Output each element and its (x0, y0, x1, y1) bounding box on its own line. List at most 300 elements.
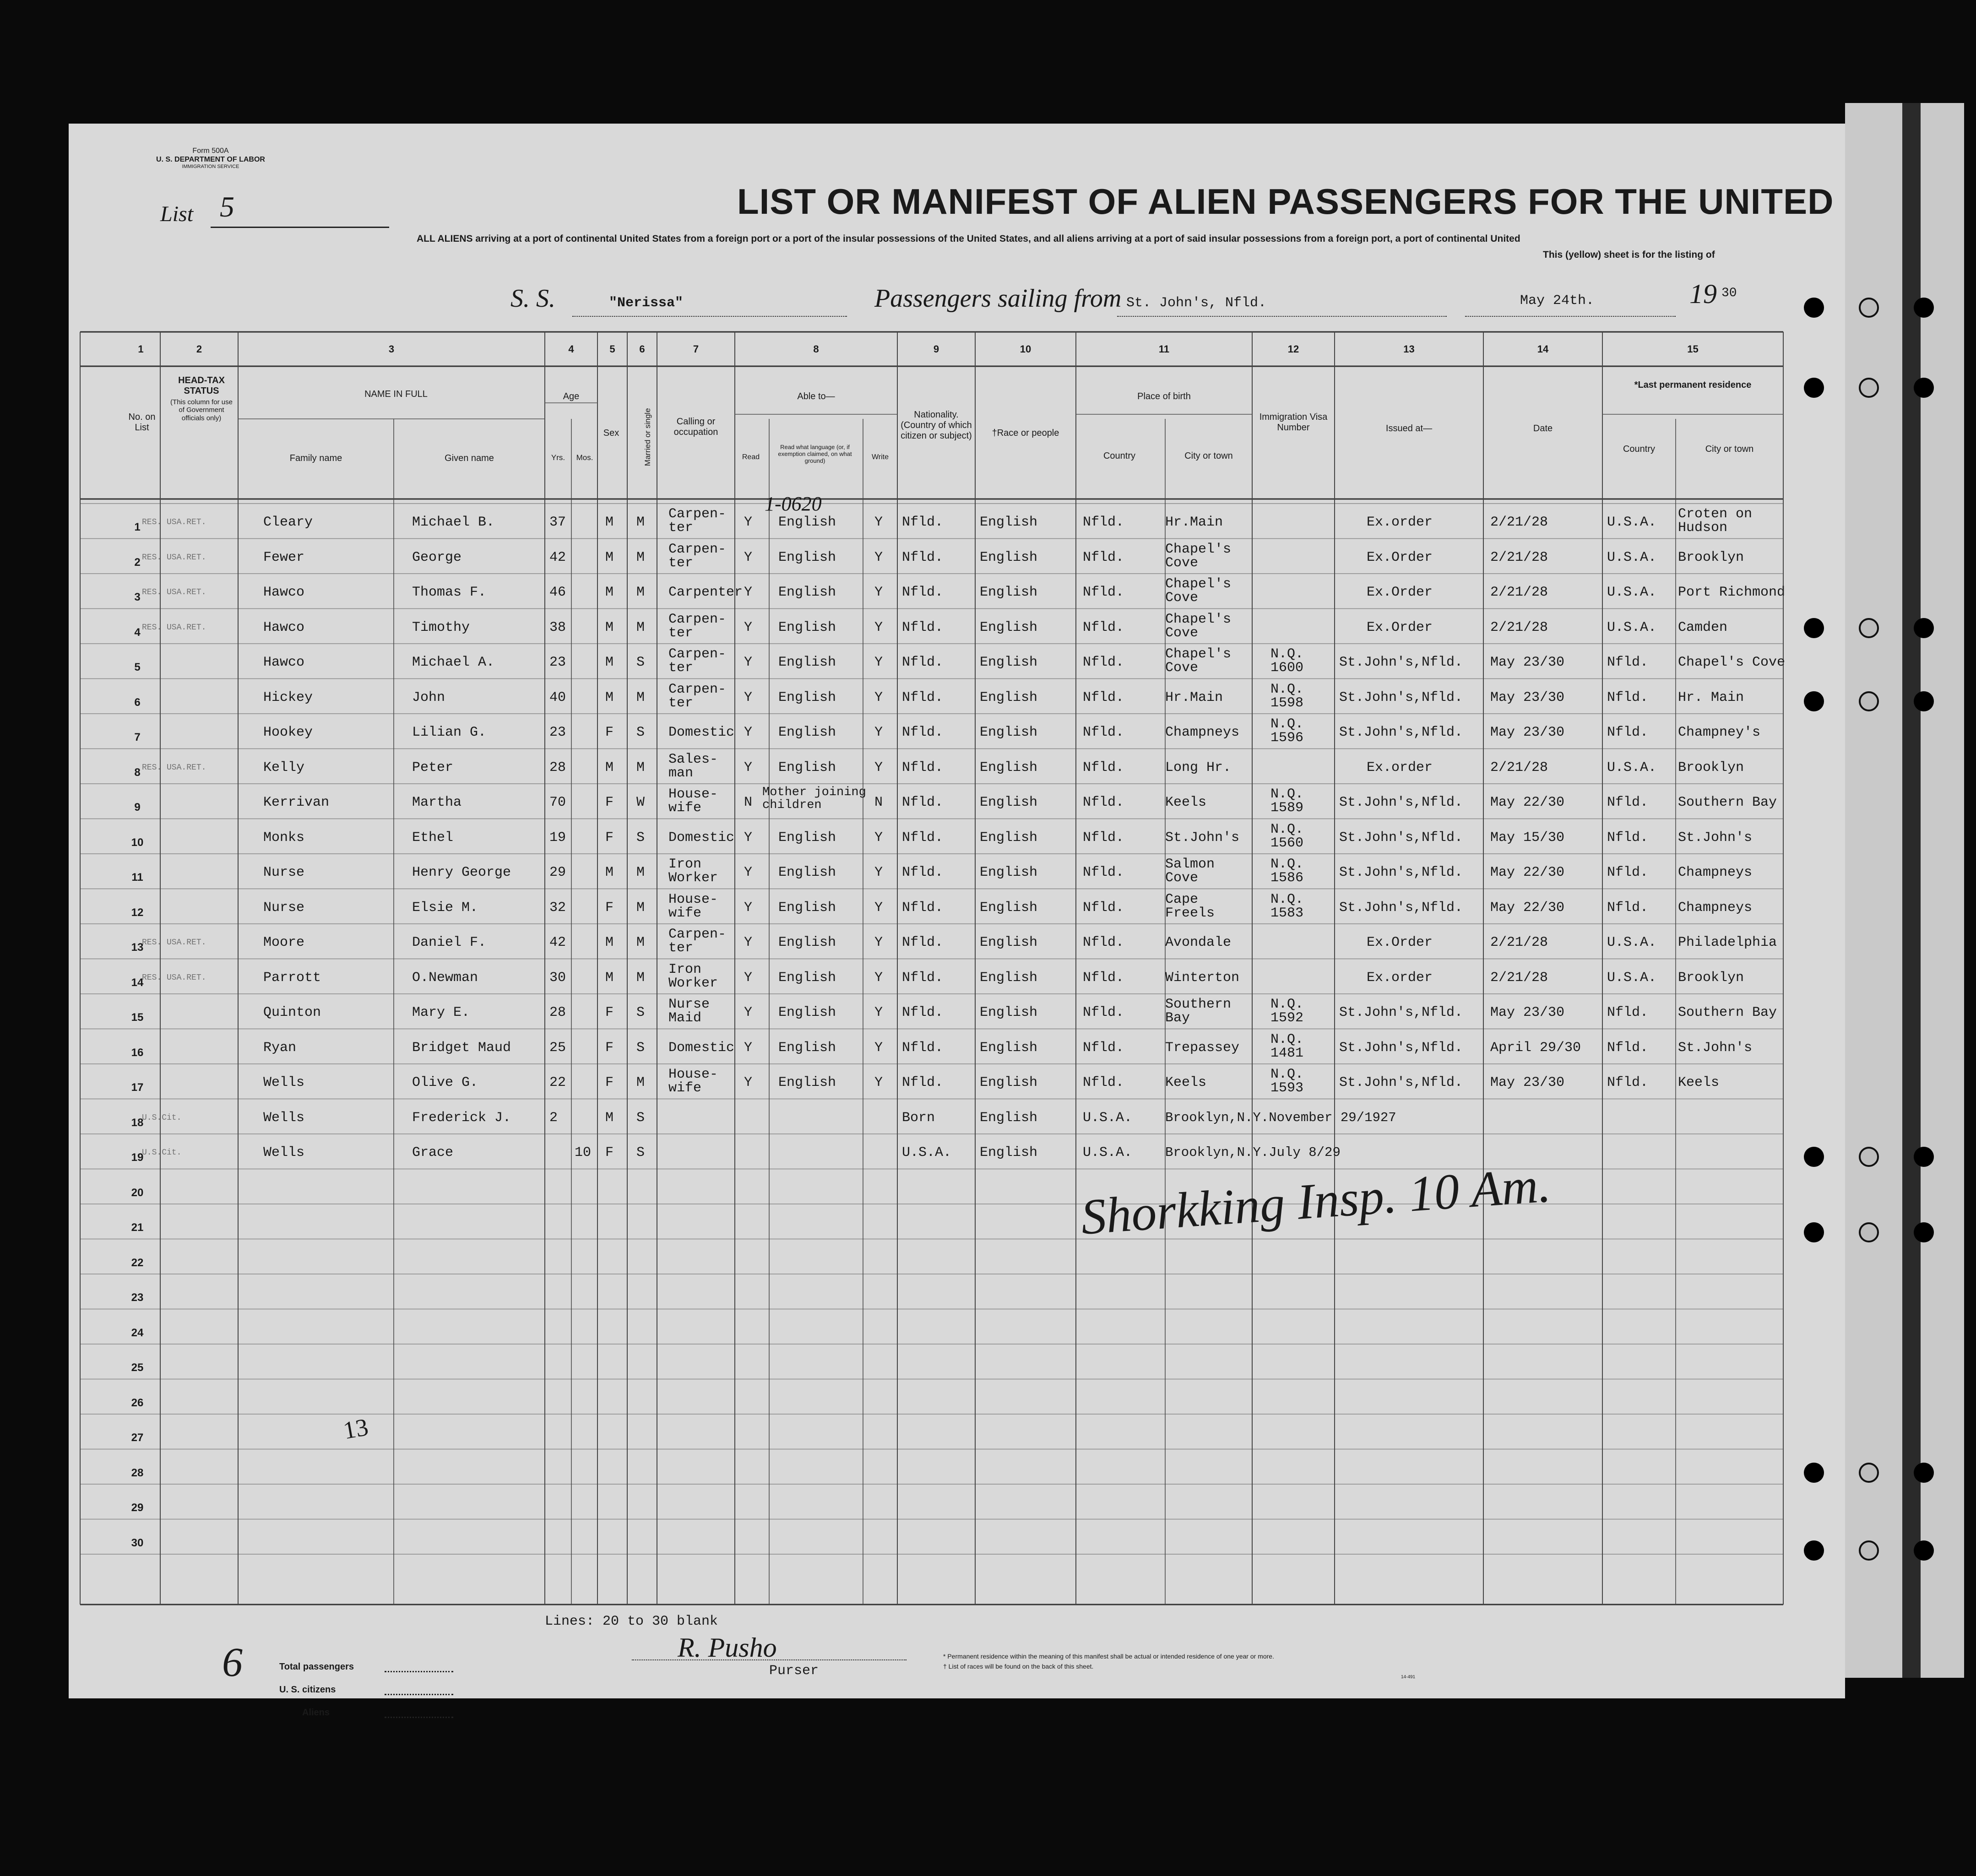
read-language: English (778, 689, 836, 705)
birth-city: Cape (1165, 891, 1199, 907)
occupation-cont: ter (668, 520, 694, 536)
row-number: 4 (134, 626, 141, 639)
can-read: Y (744, 1005, 753, 1020)
row-number: 25 (131, 1361, 144, 1374)
nationality: Nfld. (902, 830, 944, 846)
visa-prefix: N.Q. (1270, 681, 1304, 697)
birth-city-cont: Bay (1165, 1010, 1190, 1026)
birth-city-cont: Cove (1165, 555, 1199, 571)
head-tax-stamp: RES. USA.RET. (142, 623, 206, 632)
sex: F (605, 725, 614, 740)
birth-city: Trepassey (1165, 1040, 1240, 1056)
occupation: Domestic (668, 830, 735, 846)
nationality: Nfld. (902, 795, 944, 810)
sailing-date: May 24th. (1520, 293, 1595, 309)
visa-prefix: N.Q. (1270, 716, 1304, 732)
read-language: English (778, 935, 836, 950)
issue-date: April 29/30 (1490, 1040, 1581, 1056)
issue-date: 2/21/28 (1490, 759, 1548, 775)
age-years: 42 (549, 935, 566, 950)
total-dots (385, 1671, 453, 1672)
issue-date: May 22/30 (1490, 865, 1565, 880)
residence-city: Southern Bay (1678, 1005, 1777, 1020)
column-number: 6 (639, 343, 645, 355)
age-months: 10 (575, 1145, 592, 1160)
punch-hole (1914, 618, 1934, 638)
birth-country: Nfld. (1083, 759, 1124, 775)
service: IMMIGRATION SERVICE (182, 164, 239, 170)
marital-status: M (636, 515, 645, 530)
marital-status: S (636, 1005, 645, 1020)
birth-country: Nfld. (1083, 1075, 1124, 1090)
can-read: Y (744, 759, 753, 775)
occupation: Carpen- (668, 681, 727, 697)
can-read: Y (744, 830, 753, 846)
column-number: 2 (196, 343, 202, 355)
can-write: Y (874, 1005, 883, 1020)
age-years: 70 (549, 795, 566, 810)
family-name: Fewer (263, 549, 305, 565)
race: English (980, 865, 1038, 880)
punch-hole-open (1859, 618, 1879, 638)
nationality: Nfld. (902, 655, 944, 670)
sex: F (605, 1145, 614, 1160)
given-name: Michael A. (412, 655, 495, 670)
residence-country: Nfld. (1607, 900, 1649, 916)
row-number: 14 (131, 976, 144, 989)
column-number: 11 (1158, 343, 1170, 355)
race: English (980, 759, 1038, 775)
punch-hole-open (1859, 1147, 1879, 1167)
row-number: 1 (134, 521, 141, 533)
can-write: Y (874, 549, 883, 565)
can-write: Y (874, 655, 883, 670)
given-name: Bridget Maud (412, 1040, 511, 1056)
visa-number: 1598 (1270, 695, 1304, 711)
punch-hole (1804, 1147, 1824, 1167)
column-number: 13 (1403, 343, 1415, 355)
sex: M (605, 935, 614, 950)
age-years: 22 (549, 1075, 566, 1090)
visa-number: 1593 (1270, 1080, 1304, 1096)
punch-hole (1804, 618, 1824, 638)
issue-date: May 22/30 (1490, 900, 1565, 916)
head-tax-stamp: U.S.Cit. (142, 1113, 182, 1122)
race: English (980, 655, 1038, 670)
column-number: 9 (933, 343, 939, 355)
sex: M (605, 1110, 614, 1126)
race: English (980, 935, 1038, 950)
issue-date: 2/21/28 (1490, 935, 1548, 950)
column-number: 4 (568, 343, 574, 355)
visa-number: 1583 (1270, 905, 1304, 921)
header-birth-city: City or town (1184, 451, 1233, 461)
read-language: English (778, 515, 836, 530)
marital-status: M (636, 619, 645, 635)
can-write: Y (874, 900, 883, 916)
age-years: 40 (549, 689, 566, 705)
occupation-cont: Worker (668, 975, 718, 991)
residence-country: U.S.A. (1607, 759, 1657, 775)
marital-status: M (636, 759, 645, 775)
punch-hole (1804, 1540, 1824, 1561)
inspection-signature: Shorkking Insp. 10 Am. (1079, 1156, 1553, 1245)
birth-country: Nfld. (1083, 900, 1124, 916)
residence-country: Nfld. (1607, 725, 1649, 740)
can-write: N (874, 795, 883, 810)
header-res-city: City or town (1705, 444, 1754, 454)
birth-country: Nfld. (1083, 655, 1124, 670)
sex: F (605, 1005, 614, 1020)
header-family-name: Family name (289, 453, 342, 463)
header-birth-country: Country (1103, 451, 1136, 461)
occupation: Carpen- (668, 646, 727, 662)
occupation-cont: wife (668, 800, 702, 816)
issue-date: May 22/30 (1490, 795, 1565, 810)
read-language: English (778, 900, 836, 916)
residence-country: Nfld. (1607, 830, 1649, 846)
birth-city-cont: Cove (1165, 590, 1199, 606)
read-language: Mother joining (762, 786, 866, 799)
row-number: 9 (134, 801, 141, 813)
race: English (980, 549, 1038, 565)
occupation-cont: ter (668, 940, 694, 956)
residence-city: Chapel's Cove (1678, 655, 1786, 670)
punch-hole-open (1859, 1540, 1879, 1561)
aliens-label: Aliens (302, 1708, 330, 1718)
nationality: Nfld. (902, 725, 944, 740)
nationality: Born (902, 1110, 935, 1126)
birth-city: Southern (1165, 997, 1232, 1012)
column-number: 15 (1687, 343, 1699, 355)
issued-at: Ex.order (1367, 970, 1433, 986)
row-number: 8 (134, 766, 141, 779)
column-number: 5 (609, 343, 615, 355)
family-name: Moore (263, 935, 305, 950)
birth-city: Chapel's (1165, 611, 1232, 627)
residence-country: Nfld. (1607, 865, 1649, 880)
purser-label: Purser (769, 1663, 819, 1679)
sex: M (605, 970, 614, 986)
visa-number: 1592 (1270, 1010, 1304, 1026)
purser-line (632, 1659, 907, 1660)
residence-city: Champneys (1678, 865, 1753, 880)
issued-at: St.John's,Nfld. (1339, 725, 1463, 740)
can-write: Y (874, 970, 883, 986)
can-write: Y (874, 585, 883, 600)
given-name: Michael B. (412, 515, 495, 530)
header-issued-at: Issued at— (1385, 423, 1433, 434)
can-write: Y (874, 759, 883, 775)
row-number: 18 (131, 1116, 144, 1129)
column-number: 12 (1287, 343, 1299, 355)
family-name: Nurse (263, 865, 305, 880)
issued-at: Ex.Order (1367, 549, 1433, 565)
family-name: Hickey (263, 689, 313, 705)
visa-prefix: N.Q. (1270, 1067, 1304, 1082)
nationality: Nfld. (902, 1075, 944, 1090)
read-language: English (778, 970, 836, 986)
residence-city: Keels (1678, 1075, 1720, 1090)
can-write: Y (874, 619, 883, 635)
read-language: English (778, 585, 836, 600)
occupation: Nurse (668, 997, 710, 1012)
can-write: Y (874, 935, 883, 950)
header-calling: Calling or occupation (673, 417, 718, 437)
header-mos: Mos. (576, 453, 593, 462)
issued-at: St.John's,Nfld. (1339, 1040, 1463, 1056)
visa-prefix: N.Q. (1270, 891, 1304, 907)
race: English (980, 1005, 1038, 1020)
birth-country: Nfld. (1083, 935, 1124, 950)
family-name: Wells (263, 1110, 305, 1126)
birth-city: Chapel's (1165, 541, 1232, 557)
issued-at: Ex.Order (1367, 619, 1433, 635)
punch-hole (1804, 378, 1824, 398)
birth-city: Chapel's (1165, 576, 1232, 592)
header-place-of-birth: Place of birth (1137, 391, 1191, 401)
birth-city: Keels (1165, 1075, 1207, 1090)
age-years: 30 (549, 970, 566, 986)
residence-city: Southern Bay (1678, 795, 1777, 810)
row-number: 13 (131, 941, 144, 954)
residence-city: St.John's (1678, 830, 1753, 846)
age-years: 23 (549, 725, 566, 740)
occupation: Carpen- (668, 611, 727, 627)
birth-country: U.S.A. (1083, 1110, 1133, 1126)
row-number: 19 (131, 1151, 144, 1164)
sex: M (605, 865, 614, 880)
read-language: English (778, 619, 836, 635)
occupation: Carpen- (668, 927, 727, 942)
given-name: Frederick J. (412, 1110, 511, 1126)
can-read: Y (744, 689, 753, 705)
header-married: Married or single (643, 408, 652, 466)
footnote-residence: * Permanent residence within the meaning of this manifest shall be actual or intended residence of one year or more. (943, 1653, 1274, 1660)
marital-status: S (636, 1040, 645, 1056)
departure-port: St. John's, Nfld. (1126, 295, 1267, 311)
family-name: Hawco (263, 619, 305, 635)
visa-number: 1600 (1270, 660, 1304, 676)
sex: F (605, 795, 614, 810)
nationality: Nfld. (902, 619, 944, 635)
given-name: Peter (412, 759, 454, 775)
sailing-label: Passengers sailing from (874, 284, 1122, 313)
row-number: 17 (131, 1081, 144, 1094)
issued-at: St.John's,Nfld. (1339, 689, 1463, 705)
issued-at: Ex.order (1367, 515, 1433, 530)
given-name: Thomas F. (412, 585, 487, 600)
residence-country: Nfld. (1607, 795, 1649, 810)
residence-country: U.S.A. (1607, 970, 1657, 986)
family-name: Hawco (263, 655, 305, 670)
occupation-code-stamp: 1-0620 (765, 493, 822, 515)
nationality: Nfld. (902, 1040, 944, 1056)
residence-country: U.S.A. (1607, 935, 1657, 950)
can-write: Y (874, 830, 883, 846)
issue-date: 2/21/28 (1490, 585, 1548, 600)
family-name: Wells (263, 1075, 305, 1090)
visa-prefix: N.Q. (1270, 997, 1304, 1012)
residence-country: U.S.A. (1607, 619, 1657, 635)
header-no-on-list: No. on List (128, 412, 156, 433)
footnote-races: † List of races will be found on the back of this sheet. (943, 1663, 1094, 1670)
header-yrs: Yrs. (551, 453, 565, 462)
age-years: 37 (549, 515, 566, 530)
marital-status: M (636, 865, 645, 880)
can-write: Y (874, 1075, 883, 1090)
marital-status: M (636, 585, 645, 600)
marital-status: M (636, 935, 645, 950)
visa-prefix: N.Q. (1270, 821, 1304, 837)
punch-hole (1804, 1222, 1824, 1242)
residence-city: Port Richmond (1678, 585, 1786, 600)
birth-city-cont: Cove (1165, 870, 1199, 886)
punch-hole (1804, 298, 1824, 318)
nationality: Nfld. (902, 549, 944, 565)
visa-number: 1586 (1270, 870, 1304, 886)
residence-country: Nfld. (1607, 689, 1649, 705)
age-years: 23 (549, 655, 566, 670)
header-name-in-full: NAME IN FULL (364, 389, 428, 399)
sex: M (605, 585, 614, 600)
age-years: 28 (549, 1005, 566, 1020)
birth-city: Winterton (1165, 970, 1240, 986)
birth-city-cont: Freels (1165, 905, 1215, 921)
nationality: Nfld. (902, 689, 944, 705)
list-label: List (160, 202, 194, 226)
birth-city-cont: Cove (1165, 625, 1199, 641)
residence-city: Philadelphia (1678, 935, 1777, 950)
race: English (980, 1040, 1038, 1056)
issued-at: St.John's,Nfld. (1339, 830, 1463, 846)
read-language: English (778, 655, 836, 670)
visa-number: 1560 (1270, 835, 1304, 851)
residence-city: St.John's (1678, 1040, 1753, 1056)
can-read: Y (744, 865, 753, 880)
can-read: Y (744, 935, 753, 950)
punch-hole-open (1859, 1463, 1879, 1483)
residence-city: Croten on (1678, 506, 1753, 522)
age-years: 42 (549, 549, 566, 565)
sex: M (605, 689, 614, 705)
occupation: Carpenter (668, 585, 743, 600)
punch-hole (1914, 1222, 1934, 1242)
can-read: Y (744, 970, 753, 986)
given-name: Ethel (412, 830, 454, 846)
header-able-to: Able to— (797, 391, 835, 401)
sex: F (605, 1075, 614, 1090)
age-years: 28 (549, 759, 566, 775)
can-write: Y (874, 1040, 883, 1056)
sex: M (605, 759, 614, 775)
residence-country: Nfld. (1607, 655, 1649, 670)
birth-city: Brooklyn,N.Y.July 8/29 (1165, 1145, 1341, 1160)
occupation-cont: man (668, 765, 694, 781)
form-number: Form 500A (192, 147, 229, 155)
birth-city: St.John's (1165, 830, 1240, 846)
row-number: 7 (134, 731, 141, 743)
header-res-country: Country (1623, 444, 1656, 454)
family-name: Cleary (263, 515, 313, 530)
marital-status: S (636, 655, 645, 670)
marital-status: S (636, 1110, 645, 1126)
lines-blank-note: Lines: 20 to 30 blank (545, 1614, 718, 1629)
family-name: Hookey (263, 725, 313, 740)
row-number: 6 (134, 696, 141, 709)
given-name: Timothy (412, 619, 470, 635)
birth-country: Nfld. (1083, 1005, 1124, 1020)
issued-at: Ex.Order (1367, 585, 1433, 600)
can-read: Y (744, 725, 753, 740)
read-language: English (778, 830, 836, 846)
birth-country: Nfld. (1083, 619, 1124, 635)
header-visa: Immigration Visa Number (1259, 412, 1328, 433)
can-read: Y (744, 619, 753, 635)
department: U. S. DEPARTMENT OF LABOR (156, 156, 265, 164)
family-name: Kerrivan (263, 795, 330, 810)
row-number: 10 (131, 836, 144, 849)
can-write: Y (874, 725, 883, 740)
occupation: Domestic (668, 725, 735, 740)
occupation-cont: Maid (668, 1010, 702, 1026)
occupation-cont: ter (668, 695, 694, 711)
given-name: Lilian G. (412, 725, 487, 740)
occupation: Carpen- (668, 541, 727, 557)
race: English (980, 515, 1038, 530)
read-language: English (778, 759, 836, 775)
birth-city: Long Hr. (1165, 759, 1232, 775)
marital-status: S (636, 725, 645, 740)
punch-hole (1914, 1463, 1934, 1483)
head-tax-stamp: RES. USA.RET. (142, 763, 206, 772)
issue-date: 2/21/28 (1490, 619, 1548, 635)
marital-status: M (636, 689, 645, 705)
given-name: John (412, 689, 445, 705)
occupation: Domestic (668, 1040, 735, 1056)
read-language: English (778, 725, 836, 740)
race: English (980, 619, 1038, 635)
birth-country: Nfld. (1083, 830, 1124, 846)
birth-city: Champneys (1165, 725, 1240, 740)
marital-status: M (636, 900, 645, 916)
issued-at: St.John's,Nfld. (1339, 900, 1463, 916)
age-years: 29 (549, 865, 566, 880)
head-tax-stamp: U.S.Cit. (142, 1148, 182, 1157)
row-number: 23 (131, 1291, 144, 1304)
can-read: Y (744, 1075, 753, 1090)
age-years: 25 (549, 1040, 566, 1056)
occupation-cont: ter (668, 625, 694, 641)
given-name: Olive G. (412, 1075, 478, 1090)
sex: M (605, 515, 614, 530)
punch-hole-open (1859, 691, 1879, 711)
birth-country: Nfld. (1083, 585, 1124, 600)
race: English (980, 585, 1038, 600)
nationality: Nfld. (902, 900, 944, 916)
race: English (980, 1075, 1038, 1090)
birth-country: Nfld. (1083, 795, 1124, 810)
read-language: English (778, 1075, 836, 1090)
residence-city-cont: Hudson (1678, 520, 1728, 536)
punch-hole-open (1859, 378, 1879, 398)
ss-label: S. S. (510, 284, 555, 313)
punch-hole (1914, 1540, 1934, 1561)
occupation-cont: wife (668, 1080, 702, 1096)
residence-country: U.S.A. (1607, 549, 1657, 565)
occupation-cont: ter (668, 660, 694, 676)
given-name: Elsie M. (412, 900, 478, 916)
